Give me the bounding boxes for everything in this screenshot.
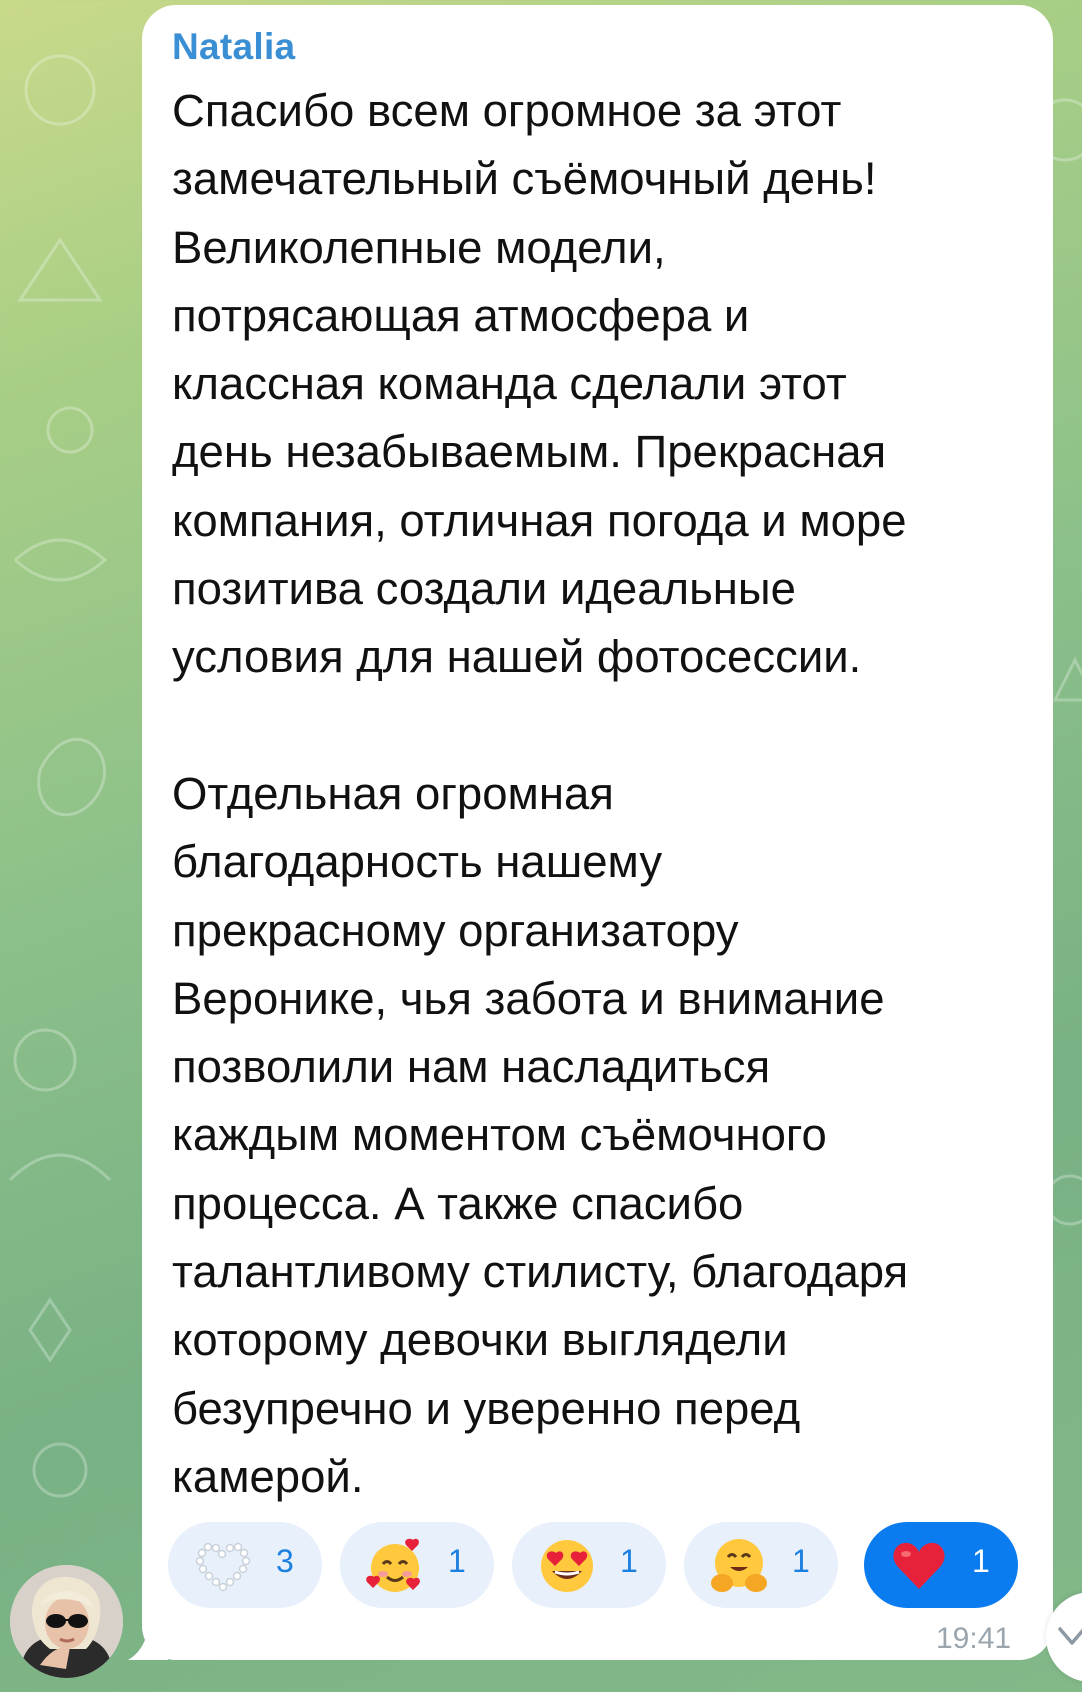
reaction-count: 1 bbox=[972, 1543, 990, 1579]
reaction-count: 1 bbox=[448, 1543, 466, 1579]
reaction-count: 3 bbox=[276, 1543, 294, 1579]
reaction-pearl-heart[interactable] bbox=[168, 1522, 322, 1608]
chevron-down-icon bbox=[1054, 1617, 1082, 1657]
reaction-red-heart[interactable] bbox=[864, 1522, 1018, 1608]
message-time: 19:41 bbox=[936, 1622, 1012, 1655]
avatar-image bbox=[10, 1565, 123, 1678]
pearl-heart-icon bbox=[194, 1537, 252, 1595]
reaction-hugging[interactable] bbox=[684, 1522, 838, 1608]
reaction-count: 1 bbox=[792, 1543, 810, 1579]
avatar[interactable] bbox=[10, 1565, 123, 1678]
sender-name[interactable]: Natalia bbox=[172, 26, 296, 67]
reaction-count: 1 bbox=[620, 1543, 638, 1579]
smiling-face-with-hearts-icon bbox=[366, 1537, 424, 1595]
message-text: Спасибо всем огромное за этот замечательный съёмочный день! Великолепные модели, потрясающая атмосфера и классная команда сделали этот день незабываемым. Прекрасная компания, отличная погода и море позитива создали идеальные условия для нашей фотосессии. Отдельная огромная благодарность нашему прекрасному организатору Веронике, чья забота и внимание позволили нам насладиться каждым моментом съёмочного процесса. А также спасибо талантливому стилисту, благодаря которому девочки выглядели безупречно и уверенно перед камерой. bbox=[172, 85, 909, 1502]
red-heart-icon bbox=[890, 1537, 948, 1595]
heart-eyes-icon bbox=[538, 1537, 596, 1595]
reaction-smiling-hearts[interactable] bbox=[340, 1522, 494, 1608]
hugging-face-icon bbox=[710, 1537, 768, 1595]
reaction-heart-eyes[interactable] bbox=[512, 1522, 666, 1608]
